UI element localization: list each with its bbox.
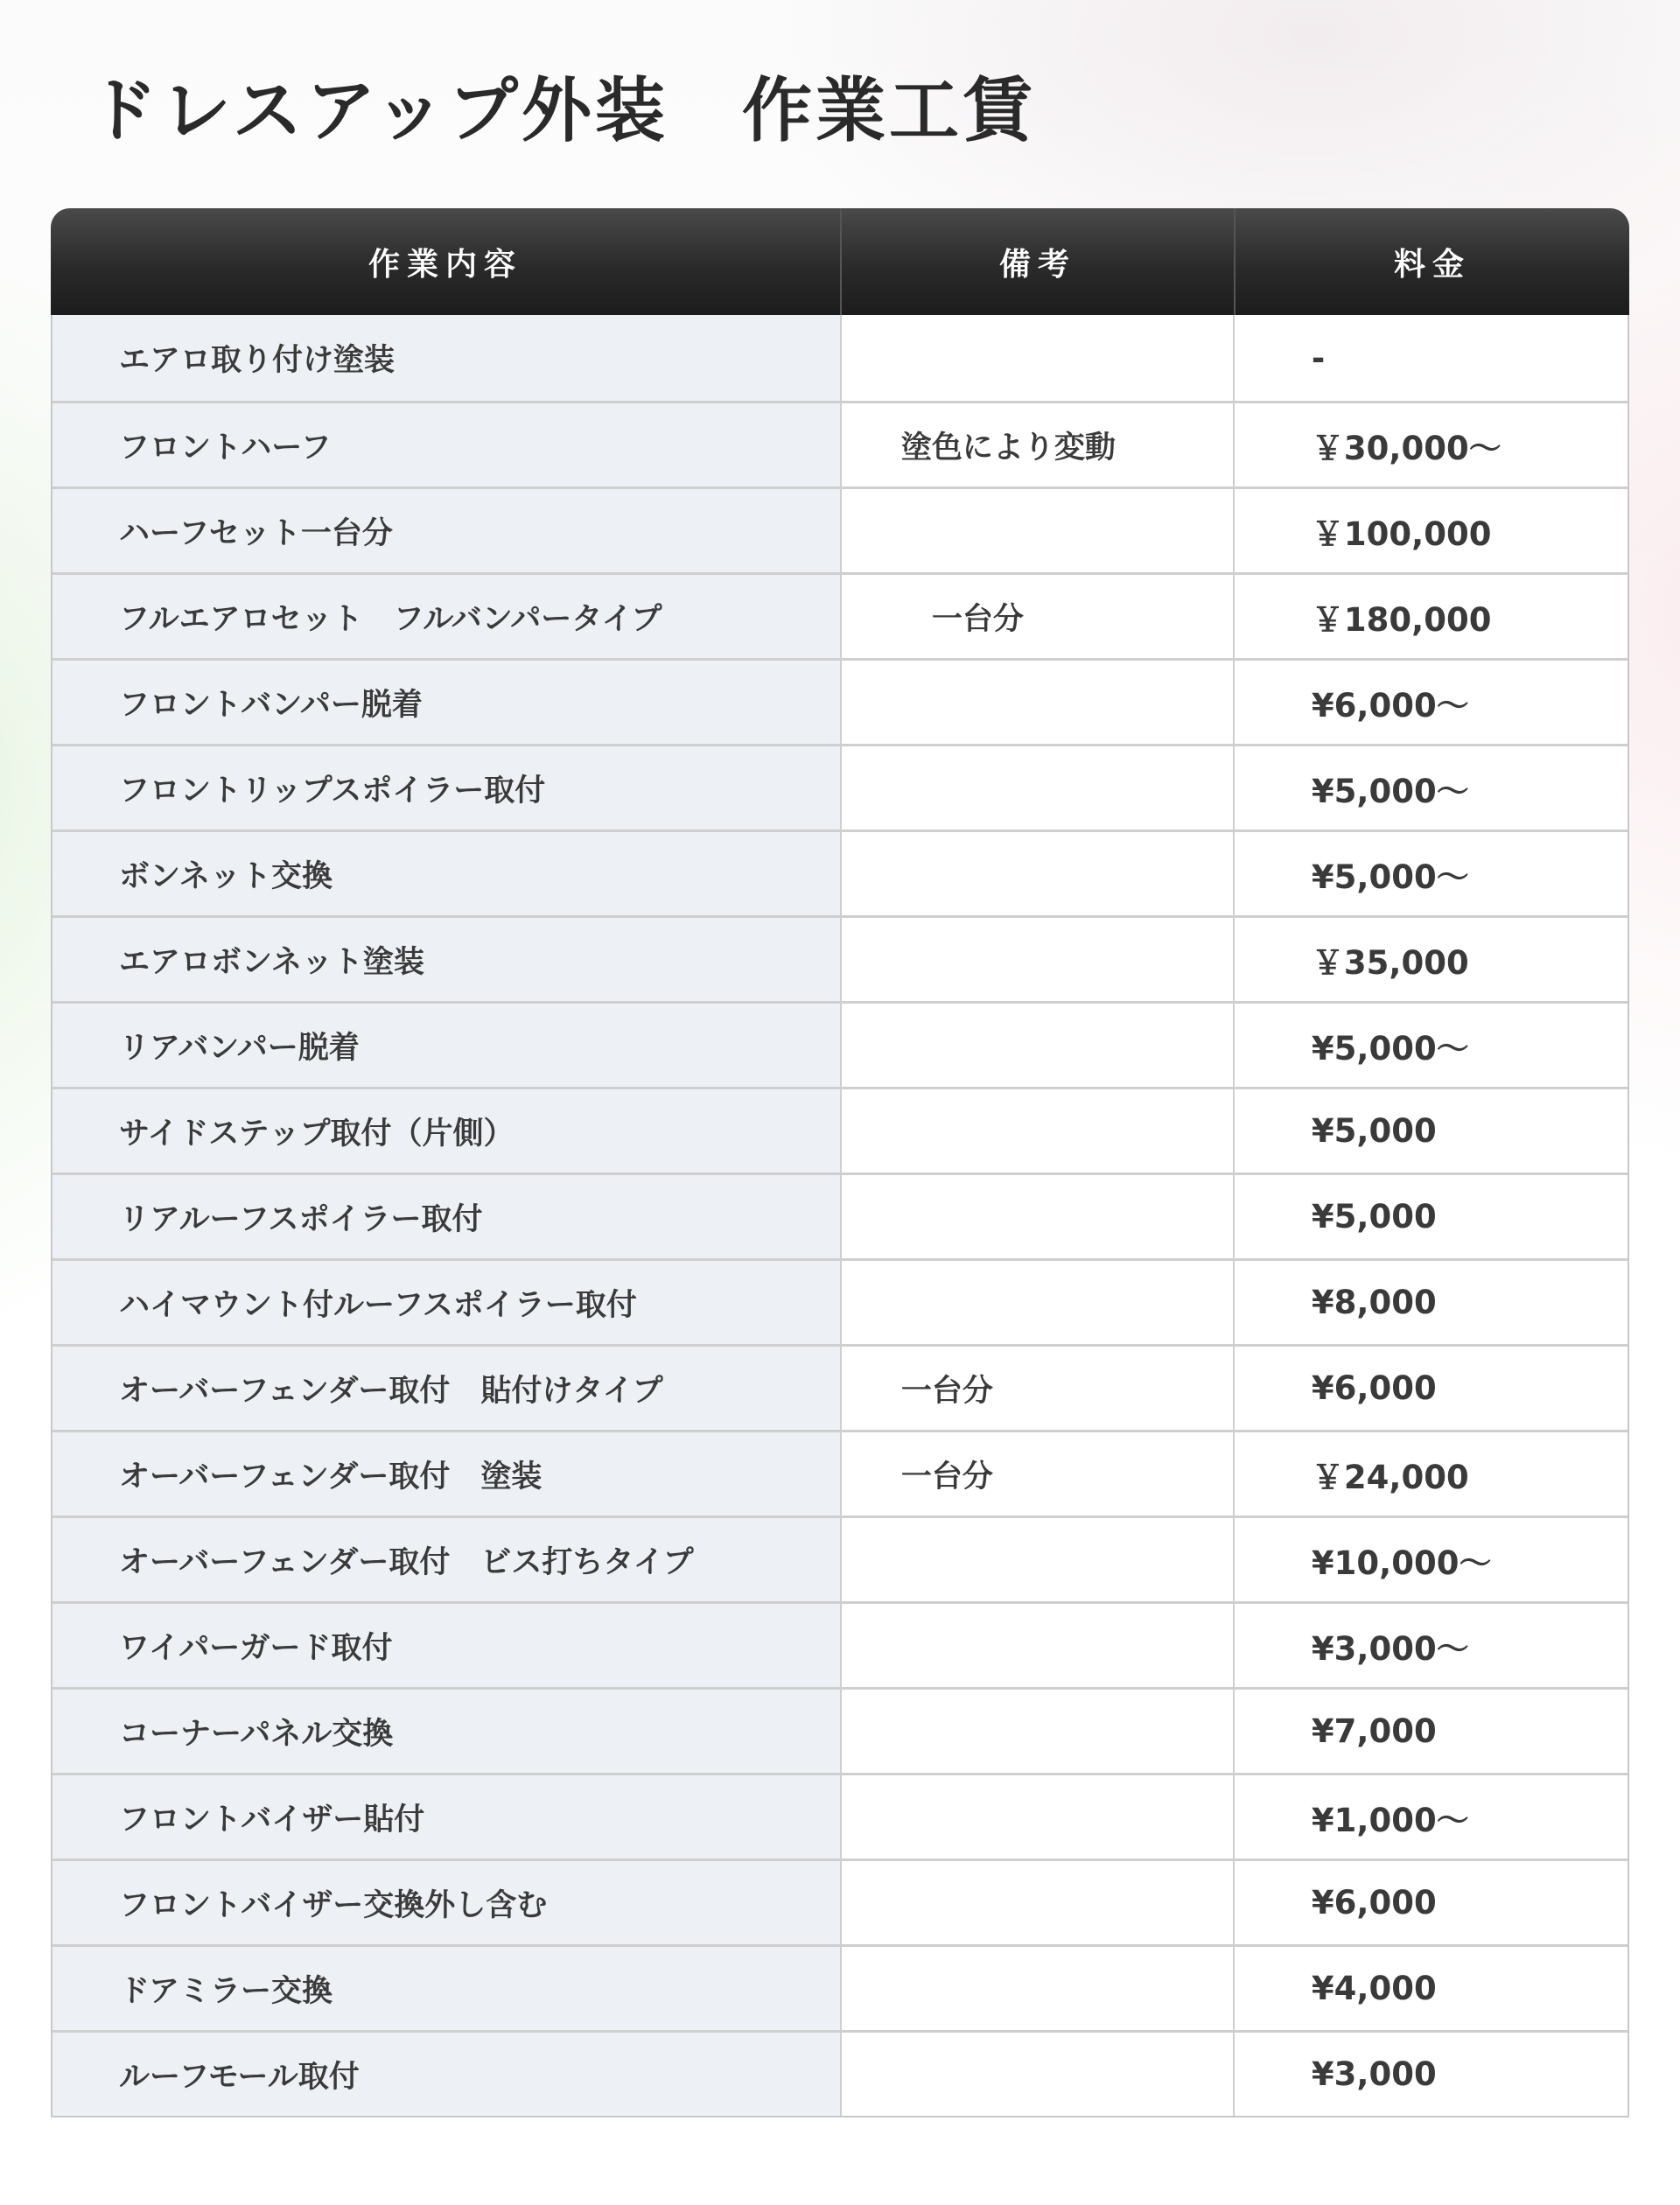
table-row	[52, 1001, 1628, 1087]
work-cell: ルーフモール取付	[52, 2033, 840, 2116]
price-cell: ¥7,000	[1233, 1690, 1628, 1773]
price-table	[51, 208, 1629, 2118]
price-cell: ¥6,000～	[1233, 661, 1628, 744]
price-cell: ¥6,000	[1233, 1347, 1628, 1430]
price-cell: ¥3,000	[1233, 2033, 1628, 2116]
work-cell: オーバーフェンダー取付 塗装	[52, 1432, 840, 1516]
work-cell: フロントバイザー貼付	[52, 1775, 840, 1858]
table-row	[52, 744, 1628, 830]
table-row	[52, 315, 1628, 401]
work-cell: ドアミラー交換	[52, 1947, 840, 2030]
price-cell: ¥5,000	[1233, 1089, 1628, 1172]
note-cell	[840, 1518, 1233, 1601]
table-row	[52, 1258, 1628, 1344]
price-cell: ￥35,000	[1233, 918, 1628, 1001]
note-cell	[840, 746, 1233, 830]
work-cell: ボンネット交換	[52, 832, 840, 915]
note-cell	[840, 315, 1233, 401]
table-row	[52, 1687, 1628, 1773]
table-row	[52, 572, 1628, 658]
header-work: 作業内容	[368, 246, 522, 283]
note-cell: 塗色により変動	[840, 403, 1233, 486]
note-cell	[840, 2033, 1233, 2116]
table-row	[52, 1516, 1628, 1601]
table-row	[52, 1172, 1628, 1258]
table-row	[52, 486, 1628, 572]
work-cell: ワイパーガード取付	[52, 1604, 840, 1687]
table-header	[51, 208, 1629, 315]
note-cell	[840, 1775, 1233, 1858]
note-cell: 一台分	[840, 1347, 1233, 1430]
work-cell: ハイマウント付ルーフスポイラー取付	[52, 1261, 840, 1344]
note-cell	[840, 1089, 1233, 1172]
table-row	[52, 1944, 1628, 2030]
price-cell: ￥24,000	[1233, 1432, 1628, 1516]
price-cell: ¥5,000	[1233, 1175, 1628, 1258]
note-cell: 一台分	[840, 575, 1233, 658]
work-cell: ハーフセット一台分	[52, 489, 840, 572]
table-body	[51, 315, 1629, 2118]
note-cell	[840, 918, 1233, 1001]
note-cell	[840, 489, 1233, 572]
work-cell: オーバーフェンダー取付 貼付けタイプ	[52, 1347, 840, 1430]
work-cell: エアロ取り付け塗装	[52, 315, 840, 401]
price-cell: ¥6,000	[1233, 1861, 1628, 1944]
table-row	[52, 401, 1628, 486]
table-row	[52, 1430, 1628, 1516]
note-cell	[840, 1261, 1233, 1344]
price-cell: ¥10,000～	[1233, 1518, 1628, 1601]
page-title: ドレスアップ外装 作業工賃	[88, 69, 1036, 151]
work-cell: オーバーフェンダー取付 ビス打ちタイプ	[52, 1518, 840, 1601]
price-cell: ¥1,000～	[1233, 1775, 1628, 1858]
work-cell: エアロボンネット塗装	[52, 918, 840, 1001]
note-cell	[840, 1175, 1233, 1258]
header-note: 備考	[840, 208, 1234, 315]
price-cell: ￥180,000	[1233, 575, 1628, 658]
work-cell: サイドステップ取付（片側）	[52, 1089, 840, 1172]
price-cell: -	[1233, 315, 1628, 401]
price-cell: ￥100,000	[1233, 489, 1628, 572]
table-row	[52, 1773, 1628, 1858]
work-cell: リアバンパー脱着	[52, 1004, 840, 1087]
note-cell	[840, 1604, 1233, 1687]
price-cell: ¥4,000	[1233, 1947, 1628, 2030]
price-cell: ¥5,000～	[1233, 746, 1628, 830]
note-cell	[840, 1690, 1233, 1773]
work-cell: フロントバンパー脱着	[52, 661, 840, 744]
table-row	[52, 1858, 1628, 1944]
note-cell	[840, 1861, 1233, 1944]
header-price: 料金	[1234, 208, 1629, 315]
work-cell: リアルーフスポイラー取付	[52, 1175, 840, 1258]
table-row	[52, 2030, 1628, 2116]
table-row	[52, 1087, 1628, 1172]
work-cell: コーナーパネル交換	[52, 1690, 840, 1773]
price-cell: ¥5,000～	[1233, 1004, 1628, 1087]
note-cell	[840, 661, 1233, 744]
note-cell	[840, 1004, 1233, 1087]
note-cell	[840, 1947, 1233, 2030]
table-row	[52, 658, 1628, 744]
note-cell: 一台分	[840, 1432, 1233, 1516]
work-cell: フロントハーフ	[52, 403, 840, 486]
price-cell: ¥5,000～	[1233, 832, 1628, 915]
note-cell	[840, 832, 1233, 915]
price-cell: ￥30,000～	[1233, 403, 1628, 486]
table-row	[52, 915, 1628, 1001]
table-row	[52, 1601, 1628, 1687]
table-row	[52, 830, 1628, 915]
work-cell: フロントバイザー交換外し含む	[52, 1861, 840, 1944]
price-cell: ¥8,000	[1233, 1261, 1628, 1344]
table-row	[52, 1344, 1628, 1430]
work-cell: フルエアロセット フルバンパータイプ	[52, 575, 840, 658]
work-cell: フロントリップスポイラー取付	[52, 746, 840, 830]
price-cell: ¥3,000～	[1233, 1604, 1628, 1687]
